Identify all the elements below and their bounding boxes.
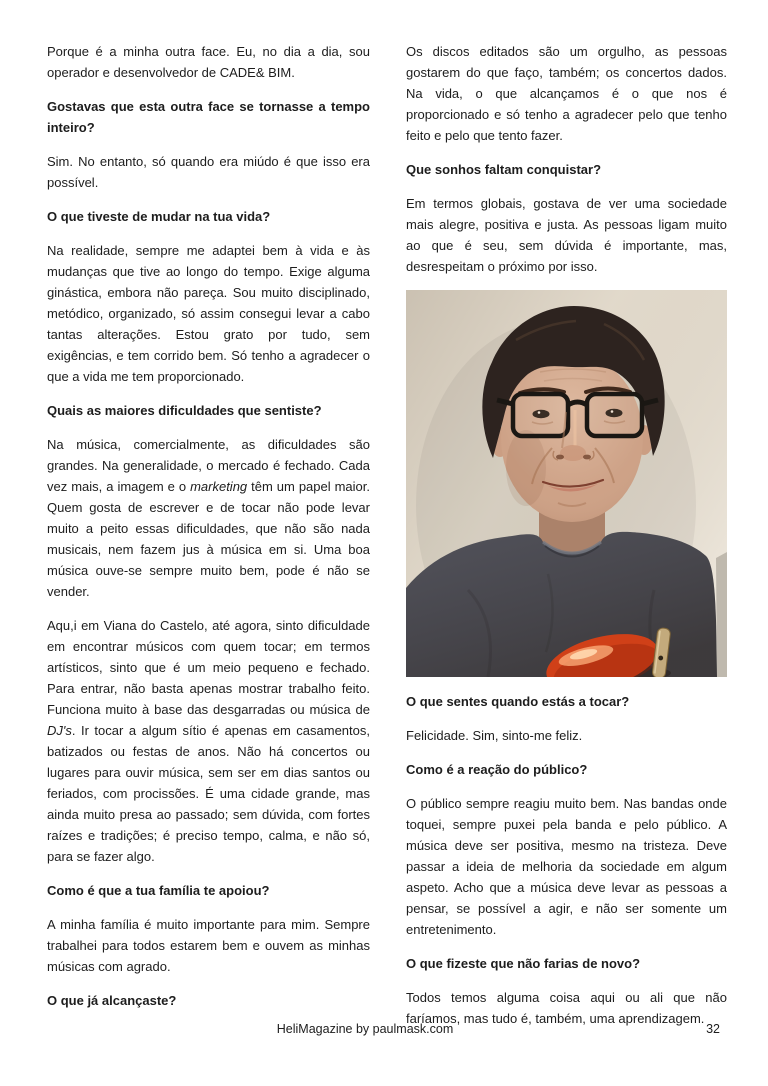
answer-paragraph: O público sempre reagiu muito bem. Nas bandas onde toquei, sempre puxei pela banda e pelo público. A música deve ser positiva, mesmo na tristeza. Deve passar a ideia de melhoria da sociedade em algum aspeto. Acho que a música deve levar as pessoas a pensar, se possível a agir, e não ser somente um entretenimento. [406,796,727,937]
answer-paragraph: Os discos editados são um orgulho, as pessoas gostarem do que faço, também; os concertos dados. Na vida, o que alcançamos é o que nos é proporcionado e só tenho a agradecer pelo que tenho feito e pelo que tento fazer. [406,44,727,143]
interview-question: Quais as maiores dificuldades que sentiste? [47,403,322,418]
portrait-photo [406,290,727,677]
italic-term: DJ's [47,723,72,738]
cheek-shadow [506,430,546,506]
footer-text: HeliMagazine by paulmask.com [276,1022,454,1036]
interview-question: O que tiveste de mudar na tua vida? [47,209,271,224]
italic-term: marketing [190,479,248,494]
page-number: 32 [706,1022,720,1036]
answer-paragraph: Em termos globais, gostava de ver uma sociedade mais alegre, positiva e justa. As pessoas ligam muito ao que é seu, sem dúvida é importante, mas, desrespeitam o próximo por isso. [406,196,727,274]
interview-question: O que fizeste que não farias de novo? [406,956,641,971]
wall-strip-right [716,552,727,677]
interview-question: Que sonhos faltam conquistar? [406,162,602,177]
right-column [406,41,727,1029]
interview-question: O que sentes quando estás a tocar? [406,694,630,709]
answer-paragraph: Aqu,i em Viana do Castelo, até agora, sinto dificuldade em encontrar músicos com quem tocar; em termos artísticos, sinto que é um meio pequeno e fechado. Para entrar, não basta apenas mostrar trabalho feito. Funciona muito à base das desgarradas ou música de DJ's. Ir tocar a algum sítio é apenas em casamentos, batizados ou festas de anos. Não há concertos ou lugares para ouvir música, sem ser em dias santos ou feriados, com procissões. É uma cidade grande, mas ainda muito presa ao passado; sem dúvida, com fortes raízes e tradições; é preciso tempo, calma, e não só, para se fazer algo. [47,618,370,864]
answer-paragraph: Sim. No entanto, só quando era miúdo é que isso era possível. [47,154,370,190]
left-column [47,41,370,1011]
interview-question: Gostavas que esta outra face se tornasse a tempo inteiro? [47,99,370,135]
answer-paragraph: Felicidade. Sim, sinto-me feliz. [406,728,583,743]
answer-paragraph: Todos temos alguma coisa aqui ou ali que não faríamos, mas tudo é, também, uma aprendizagem. [406,990,727,1026]
answer-paragraph: Porque é a minha outra face. Eu, no dia a dia, sou operador e desenvolvedor de CADE& BIM. [47,44,370,80]
interview-question: Como é que a tua família te apoiou? [47,883,270,898]
interview-question: O que já alcançaste? [47,993,177,1008]
answer-paragraph: Na realidade, sempre me adaptei bem à vida e às mudanças que tive ao longo do tempo. Exige alguma ginástica, embora não pareça. Sou muito disciplinado, metódico, organizado, só assim consegui levar a cabo tantas alterações. Estou grato por tudo, sem exigências, e tem corrido bem. Só tenho a agradecer o que a vida me tem proporcionado. [47,243,370,384]
portrait-photo-illustration [406,290,727,677]
answer-paragraph: A minha família é muito importante para mim. Sempre trabalhei para todos estarem bem e ouvem as minhas músicas com agrado. [47,917,370,974]
answer-paragraph: Na música, comercialmente, as dificuldades são grandes. Na generalidade, o mercado é fechado. Cada vez mais, a imagem e o marketing têm um papel maior. Quem gosta de escrever e de tocar não pode levar muito a peito essas dificuldades, que não são nada musicais, nem fazem jus à música em si. Uma boa música ouve-se sempre muito bem, pode é não se vender. [47,437,370,599]
interview-question: Como é a reação do público? [406,762,588,777]
